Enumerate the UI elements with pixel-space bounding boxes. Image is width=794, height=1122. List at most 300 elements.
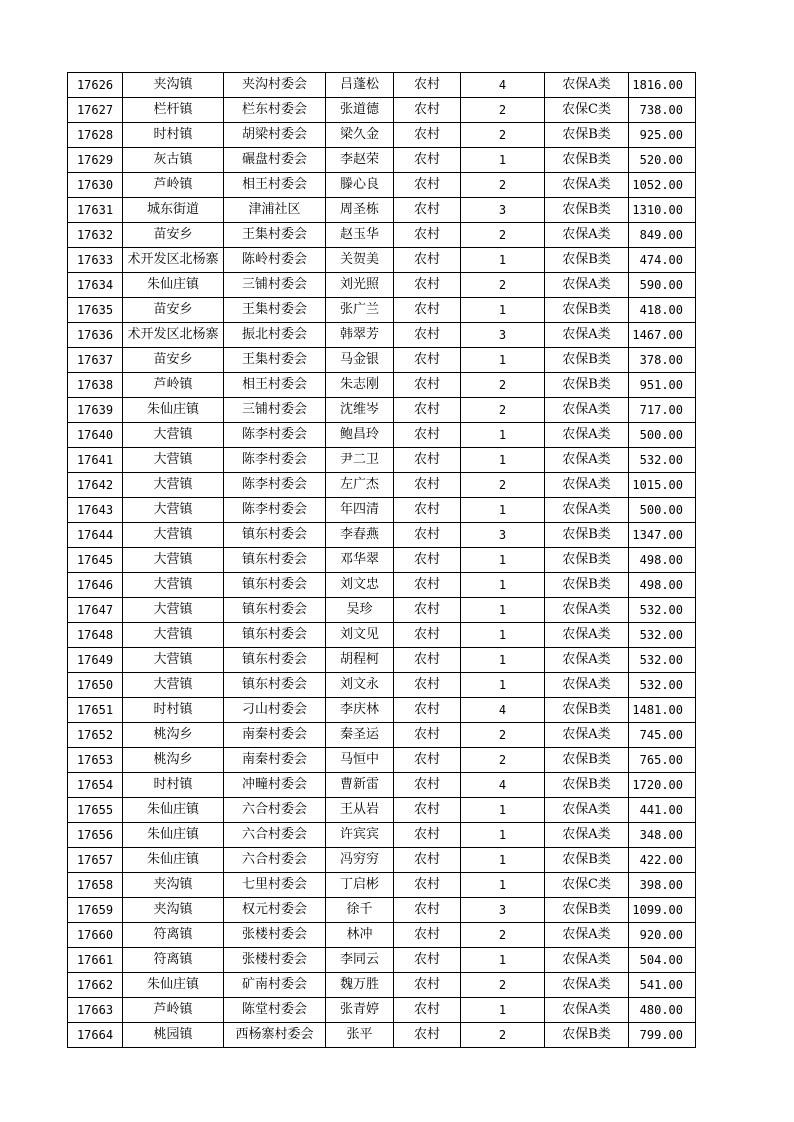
insurance-category-cell: 农保A类: [545, 998, 629, 1023]
person-count-cell: 2: [461, 123, 545, 148]
household-type-cell: 农村: [394, 698, 461, 723]
person-count-cell: 1: [461, 598, 545, 623]
row-number-cell: 17654: [68, 773, 123, 798]
row-number-cell: 17633: [68, 248, 123, 273]
household-type-cell: 农村: [394, 798, 461, 823]
household-type-cell: 农村: [394, 948, 461, 973]
household-type-cell: 农村: [394, 148, 461, 173]
amount-cell: 1015.00: [629, 473, 696, 498]
person-count-cell: 1: [461, 873, 545, 898]
town-cell: 芦岭镇: [123, 173, 224, 198]
table-row: [68, 598, 696, 623]
person-count-cell: 1: [461, 448, 545, 473]
row-number-cell: 17664: [68, 1023, 123, 1048]
village-committee-cell: 刁山村委会: [224, 698, 326, 723]
benefit-table: [67, 72, 696, 1048]
village-committee-cell: 六合村委会: [224, 798, 326, 823]
insurance-category-cell: 农保B类: [545, 848, 629, 873]
village-committee-cell: 张楼村委会: [224, 923, 326, 948]
table-row: [68, 673, 696, 698]
village-committee-cell: 王集村委会: [224, 298, 326, 323]
row-number-cell: 17637: [68, 348, 123, 373]
row-number-cell: 17635: [68, 298, 123, 323]
household-type-cell: 农村: [394, 298, 461, 323]
person-count-cell: 1: [461, 848, 545, 873]
town-cell: 朱仙庄镇: [123, 398, 224, 423]
person-count-cell: 3: [461, 323, 545, 348]
row-number-cell: 17662: [68, 973, 123, 998]
insurance-category-cell: 农保A类: [545, 623, 629, 648]
household-type-cell: 农村: [394, 923, 461, 948]
amount-cell: 799.00: [629, 1023, 696, 1048]
amount-cell: 480.00: [629, 998, 696, 1023]
amount-cell: 504.00: [629, 948, 696, 973]
name-cell: 周圣栋: [326, 198, 394, 223]
row-number-cell: 17652: [68, 723, 123, 748]
table-row: [68, 273, 696, 298]
village-committee-cell: 南秦村委会: [224, 723, 326, 748]
household-type-cell: 农村: [394, 373, 461, 398]
row-number-cell: 17638: [68, 373, 123, 398]
town-cell: 朱仙庄镇: [123, 823, 224, 848]
row-number-cell: 17647: [68, 598, 123, 623]
town-cell: 芦岭镇: [123, 373, 224, 398]
town-cell: 苗安乡: [123, 223, 224, 248]
household-type-cell: 农村: [394, 973, 461, 998]
amount-cell: 1052.00: [629, 173, 696, 198]
name-cell: 林冲: [326, 923, 394, 948]
household-type-cell: 农村: [394, 998, 461, 1023]
amount-cell: 500.00: [629, 498, 696, 523]
row-number-cell: 17660: [68, 923, 123, 948]
household-type-cell: 农村: [394, 623, 461, 648]
village-committee-cell: 七里村委会: [224, 873, 326, 898]
town-cell: 大营镇: [123, 523, 224, 548]
table-row: [68, 548, 696, 573]
insurance-category-cell: 农保A类: [545, 923, 629, 948]
name-cell: 马恒中: [326, 748, 394, 773]
name-cell: 关贺美: [326, 248, 394, 273]
household-type-cell: 农村: [394, 898, 461, 923]
household-type-cell: 农村: [394, 423, 461, 448]
amount-cell: 532.00: [629, 448, 696, 473]
village-committee-cell: 西杨寨村委会: [224, 1023, 326, 1048]
person-count-cell: 3: [461, 198, 545, 223]
household-type-cell: 农村: [394, 773, 461, 798]
row-number-cell: 17630: [68, 173, 123, 198]
village-committee-cell: 陈堂村委会: [224, 998, 326, 1023]
village-committee-cell: 三铺村委会: [224, 398, 326, 423]
table-body: [68, 73, 696, 1048]
row-number-cell: 17642: [68, 473, 123, 498]
town-cell: 大营镇: [123, 623, 224, 648]
table-row: [68, 148, 696, 173]
amount-cell: 532.00: [629, 648, 696, 673]
person-count-cell: 1: [461, 548, 545, 573]
village-committee-cell: 张楼村委会: [224, 948, 326, 973]
amount-cell: 441.00: [629, 798, 696, 823]
amount-cell: 532.00: [629, 598, 696, 623]
insurance-category-cell: 农保C类: [545, 98, 629, 123]
insurance-category-cell: 农保B类: [545, 548, 629, 573]
amount-cell: 500.00: [629, 423, 696, 448]
table-row: [68, 998, 696, 1023]
amount-cell: 1720.00: [629, 773, 696, 798]
village-committee-cell: 胡梁村委会: [224, 123, 326, 148]
amount-cell: 1467.00: [629, 323, 696, 348]
village-committee-cell: 相王村委会: [224, 173, 326, 198]
person-count-cell: 1: [461, 148, 545, 173]
amount-cell: 765.00: [629, 748, 696, 773]
village-committee-cell: 陈李村委会: [224, 448, 326, 473]
person-count-cell: 2: [461, 923, 545, 948]
name-cell: 鲍昌玲: [326, 423, 394, 448]
town-cell: 大营镇: [123, 548, 224, 573]
table-row: [68, 323, 696, 348]
row-number-cell: 17627: [68, 98, 123, 123]
insurance-category-cell: 农保B类: [545, 773, 629, 798]
person-count-cell: 2: [461, 173, 545, 198]
person-count-cell: 2: [461, 223, 545, 248]
amount-cell: 520.00: [629, 148, 696, 173]
insurance-category-cell: 农保A类: [545, 973, 629, 998]
person-count-cell: 2: [461, 273, 545, 298]
amount-cell: 498.00: [629, 548, 696, 573]
amount-cell: 398.00: [629, 873, 696, 898]
household-type-cell: 农村: [394, 1023, 461, 1048]
amount-cell: 498.00: [629, 573, 696, 598]
amount-cell: 348.00: [629, 823, 696, 848]
person-count-cell: 1: [461, 823, 545, 848]
person-count-cell: 1: [461, 298, 545, 323]
town-cell: 时村镇: [123, 123, 224, 148]
name-cell: 丁启彬: [326, 873, 394, 898]
person-count-cell: 4: [461, 698, 545, 723]
town-cell: 朱仙庄镇: [123, 798, 224, 823]
village-committee-cell: 镇东村委会: [224, 523, 326, 548]
row-number-cell: 17655: [68, 798, 123, 823]
table-row: [68, 73, 696, 98]
village-committee-cell: 津浦社区: [224, 198, 326, 223]
town-cell: 大营镇: [123, 598, 224, 623]
household-type-cell: 农村: [394, 98, 461, 123]
name-cell: 胡程柯: [326, 648, 394, 673]
person-count-cell: 1: [461, 348, 545, 373]
amount-cell: 951.00: [629, 373, 696, 398]
insurance-category-cell: 农保B类: [545, 148, 629, 173]
insurance-category-cell: 农保B类: [545, 373, 629, 398]
amount-cell: 532.00: [629, 673, 696, 698]
amount-cell: 925.00: [629, 123, 696, 148]
amount-cell: 717.00: [629, 398, 696, 423]
amount-cell: 378.00: [629, 348, 696, 373]
row-number-cell: 17639: [68, 398, 123, 423]
row-number-cell: 17656: [68, 823, 123, 848]
household-type-cell: 农村: [394, 848, 461, 873]
person-count-cell: 2: [461, 748, 545, 773]
insurance-category-cell: 农保B类: [545, 698, 629, 723]
name-cell: 左广杰: [326, 473, 394, 498]
household-type-cell: 农村: [394, 448, 461, 473]
village-committee-cell: 碾盘村委会: [224, 148, 326, 173]
person-count-cell: 1: [461, 623, 545, 648]
name-cell: 王从岩: [326, 798, 394, 823]
household-type-cell: 农村: [394, 73, 461, 98]
name-cell: 徐千: [326, 898, 394, 923]
name-cell: 朱志刚: [326, 373, 394, 398]
row-number-cell: 17657: [68, 848, 123, 873]
name-cell: 李同云: [326, 948, 394, 973]
town-cell: 桃沟乡: [123, 748, 224, 773]
row-number-cell: 17649: [68, 648, 123, 673]
village-committee-cell: 权元村委会: [224, 898, 326, 923]
table-row: [68, 373, 696, 398]
insurance-category-cell: 农保B类: [545, 573, 629, 598]
table-row: [68, 873, 696, 898]
town-cell: 时村镇: [123, 773, 224, 798]
town-cell: 城东街道: [123, 198, 224, 223]
village-committee-cell: 矿南村委会: [224, 973, 326, 998]
household-type-cell: 农村: [394, 198, 461, 223]
table-row: [68, 623, 696, 648]
amount-cell: 541.00: [629, 973, 696, 998]
insurance-category-cell: 农保C类: [545, 873, 629, 898]
name-cell: 张青婷: [326, 998, 394, 1023]
table-row: [68, 798, 696, 823]
row-number-cell: 17626: [68, 73, 123, 98]
town-cell: 大营镇: [123, 573, 224, 598]
name-cell: 刘文忠: [326, 573, 394, 598]
household-type-cell: 农村: [394, 673, 461, 698]
insurance-category-cell: 农保B类: [545, 123, 629, 148]
amount-cell: 422.00: [629, 848, 696, 873]
table-row: [68, 773, 696, 798]
village-committee-cell: 陈岭村委会: [224, 248, 326, 273]
table-row: [68, 948, 696, 973]
town-cell: 大营镇: [123, 473, 224, 498]
name-cell: 刘文见: [326, 623, 394, 648]
table-row: [68, 348, 696, 373]
row-number-cell: 17648: [68, 623, 123, 648]
table-row: [68, 973, 696, 998]
row-number-cell: 17634: [68, 273, 123, 298]
village-committee-cell: 夹沟村委会: [224, 73, 326, 98]
insurance-category-cell: 农保A类: [545, 423, 629, 448]
household-type-cell: 农村: [394, 523, 461, 548]
town-cell: 桃园镇: [123, 1023, 224, 1048]
insurance-category-cell: 农保A类: [545, 823, 629, 848]
insurance-category-cell: 农保A类: [545, 723, 629, 748]
amount-cell: 1310.00: [629, 198, 696, 223]
town-cell: 灰古镇: [123, 148, 224, 173]
household-type-cell: 农村: [394, 398, 461, 423]
name-cell: 邓华翠: [326, 548, 394, 573]
row-number-cell: 17658: [68, 873, 123, 898]
insurance-category-cell: 农保A类: [545, 323, 629, 348]
table-row: [68, 923, 696, 948]
name-cell: 梁久金: [326, 123, 394, 148]
household-type-cell: 农村: [394, 223, 461, 248]
table-row: [68, 523, 696, 548]
row-number-cell: 17645: [68, 548, 123, 573]
name-cell: 张广兰: [326, 298, 394, 323]
village-committee-cell: 三铺村委会: [224, 273, 326, 298]
name-cell: 李庆林: [326, 698, 394, 723]
person-count-cell: 1: [461, 798, 545, 823]
name-cell: 秦圣运: [326, 723, 394, 748]
name-cell: 魏万胜: [326, 973, 394, 998]
insurance-category-cell: 农保B类: [545, 523, 629, 548]
town-cell: 朱仙庄镇: [123, 973, 224, 998]
household-type-cell: 农村: [394, 823, 461, 848]
town-cell: 大营镇: [123, 673, 224, 698]
household-type-cell: 农村: [394, 348, 461, 373]
insurance-category-cell: 农保A类: [545, 798, 629, 823]
town-cell: 苗安乡: [123, 298, 224, 323]
household-type-cell: 农村: [394, 473, 461, 498]
insurance-category-cell: 农保B类: [545, 898, 629, 923]
household-type-cell: 农村: [394, 173, 461, 198]
person-count-cell: 2: [461, 1023, 545, 1048]
town-cell: 夹沟镇: [123, 873, 224, 898]
amount-cell: 738.00: [629, 98, 696, 123]
table-row: [68, 473, 696, 498]
town-cell: 芦岭镇: [123, 998, 224, 1023]
town-cell: 大营镇: [123, 648, 224, 673]
town-cell: 大营镇: [123, 448, 224, 473]
household-type-cell: 农村: [394, 748, 461, 773]
town-cell: 夹沟镇: [123, 898, 224, 923]
village-committee-cell: 六合村委会: [224, 848, 326, 873]
village-committee-cell: 镇东村委会: [224, 573, 326, 598]
amount-cell: 418.00: [629, 298, 696, 323]
row-number-cell: 17632: [68, 223, 123, 248]
row-number-cell: 17661: [68, 948, 123, 973]
insurance-category-cell: 农保A类: [545, 448, 629, 473]
village-committee-cell: 相王村委会: [224, 373, 326, 398]
table-row: [68, 698, 696, 723]
amount-cell: 474.00: [629, 248, 696, 273]
insurance-category-cell: 农保A类: [545, 223, 629, 248]
town-cell: 符离镇: [123, 923, 224, 948]
row-number-cell: 17629: [68, 148, 123, 173]
town-cell: 朱仙庄镇: [123, 273, 224, 298]
town-cell: 夹沟镇: [123, 73, 224, 98]
person-count-cell: 2: [461, 973, 545, 998]
table-row: [68, 298, 696, 323]
person-count-cell: 2: [461, 473, 545, 498]
name-cell: 马金银: [326, 348, 394, 373]
town-cell: 栏杆镇: [123, 98, 224, 123]
town-cell: 时村镇: [123, 698, 224, 723]
insurance-category-cell: 农保A类: [545, 173, 629, 198]
row-number-cell: 17644: [68, 523, 123, 548]
town-cell: 桃沟乡: [123, 723, 224, 748]
table-row: [68, 248, 696, 273]
insurance-category-cell: 农保A类: [545, 398, 629, 423]
person-count-cell: 2: [461, 398, 545, 423]
name-cell: 沈维岑: [326, 398, 394, 423]
village-committee-cell: 南秦村委会: [224, 748, 326, 773]
insurance-category-cell: 农保A类: [545, 648, 629, 673]
person-count-cell: 1: [461, 248, 545, 273]
row-number-cell: 17643: [68, 498, 123, 523]
name-cell: 韩翠芳: [326, 323, 394, 348]
amount-cell: 745.00: [629, 723, 696, 748]
table-row: [68, 848, 696, 873]
table-row: [68, 448, 696, 473]
village-committee-cell: 镇东村委会: [224, 648, 326, 673]
person-count-cell: 1: [461, 648, 545, 673]
household-type-cell: 农村: [394, 323, 461, 348]
village-committee-cell: 镇东村委会: [224, 673, 326, 698]
person-count-cell: 1: [461, 498, 545, 523]
table-row: [68, 823, 696, 848]
name-cell: 李赵荣: [326, 148, 394, 173]
row-number-cell: 17641: [68, 448, 123, 473]
name-cell: 刘光照: [326, 273, 394, 298]
person-count-cell: 1: [461, 673, 545, 698]
name-cell: 张道德: [326, 98, 394, 123]
table-row: [68, 723, 696, 748]
table-row: [68, 573, 696, 598]
insurance-category-cell: 农保B类: [545, 198, 629, 223]
village-committee-cell: 陈李村委会: [224, 473, 326, 498]
table-row: [68, 98, 696, 123]
insurance-category-cell: 农保A类: [545, 73, 629, 98]
row-number-cell: 17651: [68, 698, 123, 723]
village-committee-cell: 陈李村委会: [224, 423, 326, 448]
table-row: [68, 173, 696, 198]
village-committee-cell: 陈李村委会: [224, 498, 326, 523]
person-count-cell: 3: [461, 523, 545, 548]
town-cell: 苗安乡: [123, 348, 224, 373]
table-row: [68, 498, 696, 523]
name-cell: 冯穷穷: [326, 848, 394, 873]
person-count-cell: 3: [461, 898, 545, 923]
table-row: [68, 648, 696, 673]
insurance-category-cell: 农保A类: [545, 498, 629, 523]
person-count-cell: 1: [461, 423, 545, 448]
town-cell: 术开发区北杨寨: [123, 323, 224, 348]
table-row: [68, 423, 696, 448]
village-committee-cell: 王集村委会: [224, 348, 326, 373]
insurance-category-cell: 农保A类: [545, 673, 629, 698]
household-type-cell: 农村: [394, 573, 461, 598]
person-count-cell: 1: [461, 948, 545, 973]
name-cell: 年四清: [326, 498, 394, 523]
household-type-cell: 农村: [394, 123, 461, 148]
table-row: [68, 223, 696, 248]
household-type-cell: 农村: [394, 273, 461, 298]
name-cell: 刘文永: [326, 673, 394, 698]
village-committee-cell: 冲疃村委会: [224, 773, 326, 798]
household-type-cell: 农村: [394, 723, 461, 748]
amount-cell: 532.00: [629, 623, 696, 648]
insurance-category-cell: 农保B类: [545, 348, 629, 373]
insurance-category-cell: 农保B类: [545, 248, 629, 273]
amount-cell: 1347.00: [629, 523, 696, 548]
amount-cell: 1099.00: [629, 898, 696, 923]
person-count-cell: 1: [461, 998, 545, 1023]
person-count-cell: 1: [461, 573, 545, 598]
person-count-cell: 2: [461, 373, 545, 398]
row-number-cell: 17640: [68, 423, 123, 448]
household-type-cell: 农村: [394, 498, 461, 523]
table-row: [68, 398, 696, 423]
row-number-cell: 17659: [68, 898, 123, 923]
town-cell: 朱仙庄镇: [123, 848, 224, 873]
